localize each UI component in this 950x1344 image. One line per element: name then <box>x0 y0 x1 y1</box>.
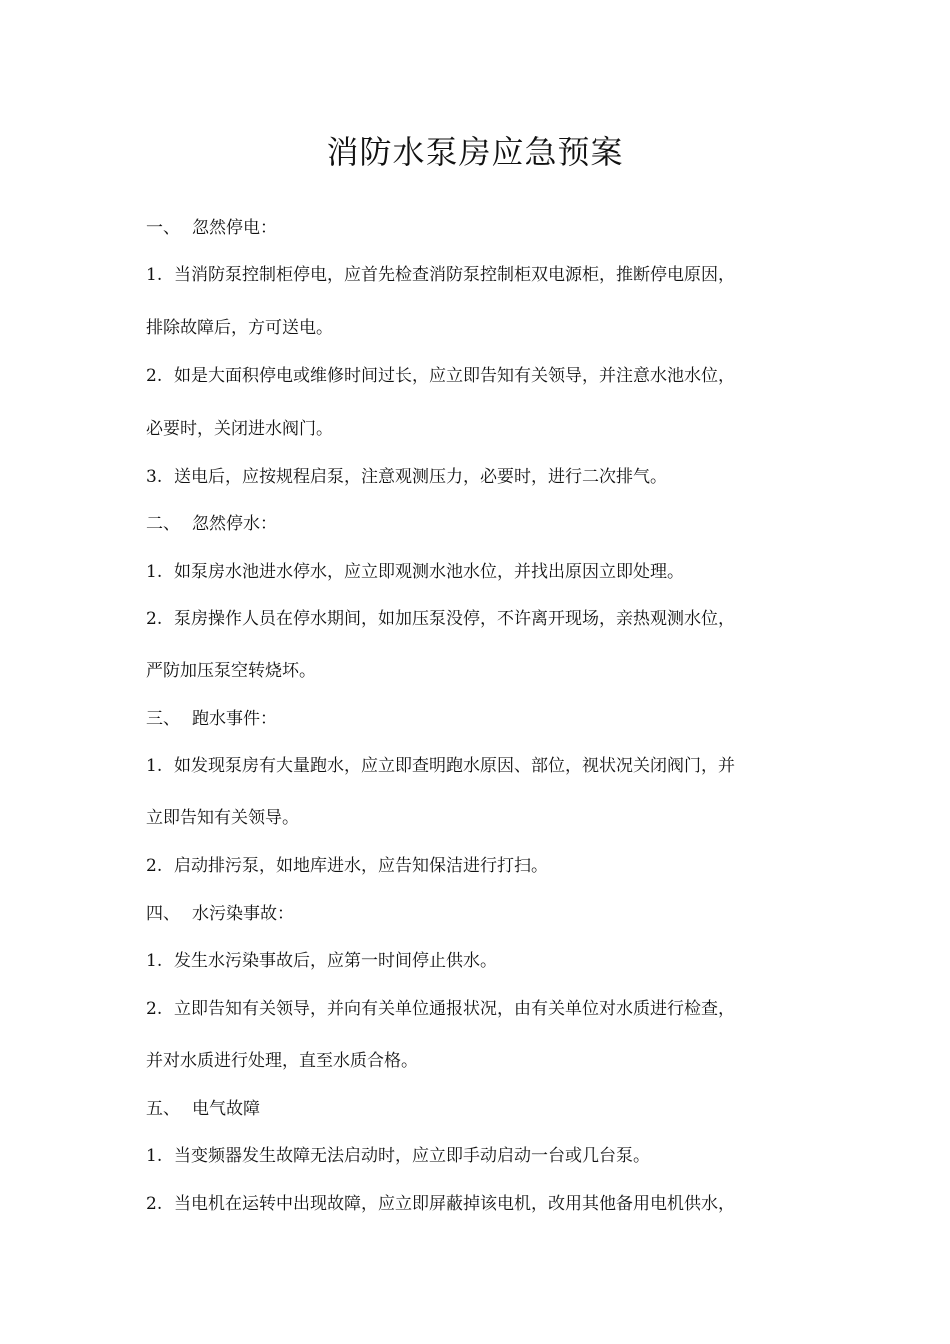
list-item <box>146 364 826 388</box>
item-number: 2. <box>146 856 163 876</box>
item-number: 2. <box>146 999 163 1019</box>
section-heading <box>146 1097 826 1121</box>
section-title: 电气故障 <box>192 1099 260 1119</box>
item-number: 2. <box>146 1194 163 1214</box>
item-text: 如泵房水池进水停水，应立即观测水池水位，并找出原因立即处理。 <box>174 562 684 582</box>
list-item <box>146 560 826 584</box>
item-continuation: 并对水质进行处理，直至水质合格。 <box>146 1051 418 1071</box>
section-title: 忽然停水： <box>192 514 277 534</box>
list-item <box>146 854 826 878</box>
list-item <box>146 1192 826 1216</box>
item-number: 1. <box>146 1146 163 1166</box>
item-continuation: 严防加压泵空转烧坏。 <box>146 661 316 681</box>
item-continuation: 立即告知有关领导。 <box>146 808 299 828</box>
section-title: 忽然停电： <box>192 218 277 238</box>
item-text: 如是大面积停电或维修时间过长，应立即告知有关领导，并注意水池水位， <box>174 366 735 386</box>
list-item <box>146 263 826 287</box>
section-title: 跑水事件： <box>192 709 277 729</box>
section-number: 一、 <box>146 218 180 238</box>
item-number: 1. <box>146 562 163 582</box>
item-text: 当变频器发生故障无法启动时，应立即手动启动一台或几台泵。 <box>174 1146 650 1166</box>
document-title: 消防水泵房应急预案 <box>326 133 624 171</box>
item-text: 当电机在运转中出现故障，应立即屏蔽掉该电机，改用其他备用电机供水， <box>174 1194 735 1214</box>
list-item <box>146 754 826 778</box>
item-number: 1. <box>146 951 163 971</box>
item-text: 启动排污泵，如地库进水，应告知保洁进行打扫。 <box>174 856 548 876</box>
list-item <box>146 607 826 631</box>
item-text: 送电后，应按规程启泵，注意观测压力，必要时，进行二次排气。 <box>174 467 667 487</box>
section-number: 五、 <box>146 1099 180 1119</box>
section-number: 三、 <box>146 709 180 729</box>
item-number: 1. <box>146 265 163 285</box>
item-number: 2. <box>146 366 163 386</box>
section-title: 水污染事故： <box>192 904 294 924</box>
item-text: 泵房操作人员在停水期间，如加压泵没停，不许离开现场，亲热观测水位， <box>174 609 735 629</box>
list-item <box>146 465 826 489</box>
list-item <box>146 997 826 1021</box>
section-heading <box>146 707 826 731</box>
list-item <box>146 1144 826 1168</box>
section-heading <box>146 512 826 536</box>
item-text: 立即告知有关领导，并向有关单位通报状况，由有关单位对水质进行检查， <box>174 999 735 1019</box>
item-continuation: 排除故障后，方可送电。 <box>146 318 333 338</box>
section-heading <box>146 216 826 240</box>
item-continuation: 必要时，关闭进水阀门。 <box>146 419 333 439</box>
item-text: 发生水污染事故后，应第一时间停止供水。 <box>174 951 497 971</box>
item-number: 1. <box>146 756 163 776</box>
item-text: 如发现泵房有大量跑水，应立即查明跑水原因、部位，视状况关闭阀门，并 <box>174 756 735 776</box>
item-text: 当消防泵控制柜停电，应首先检查消防泵控制柜双电源柜，推断停电原因， <box>174 265 735 285</box>
section-number: 四、 <box>146 904 180 924</box>
item-number: 3. <box>146 467 163 487</box>
section-number: 二、 <box>146 514 180 534</box>
item-number: 2. <box>146 609 163 629</box>
list-item <box>146 949 826 973</box>
section-heading <box>146 902 826 926</box>
